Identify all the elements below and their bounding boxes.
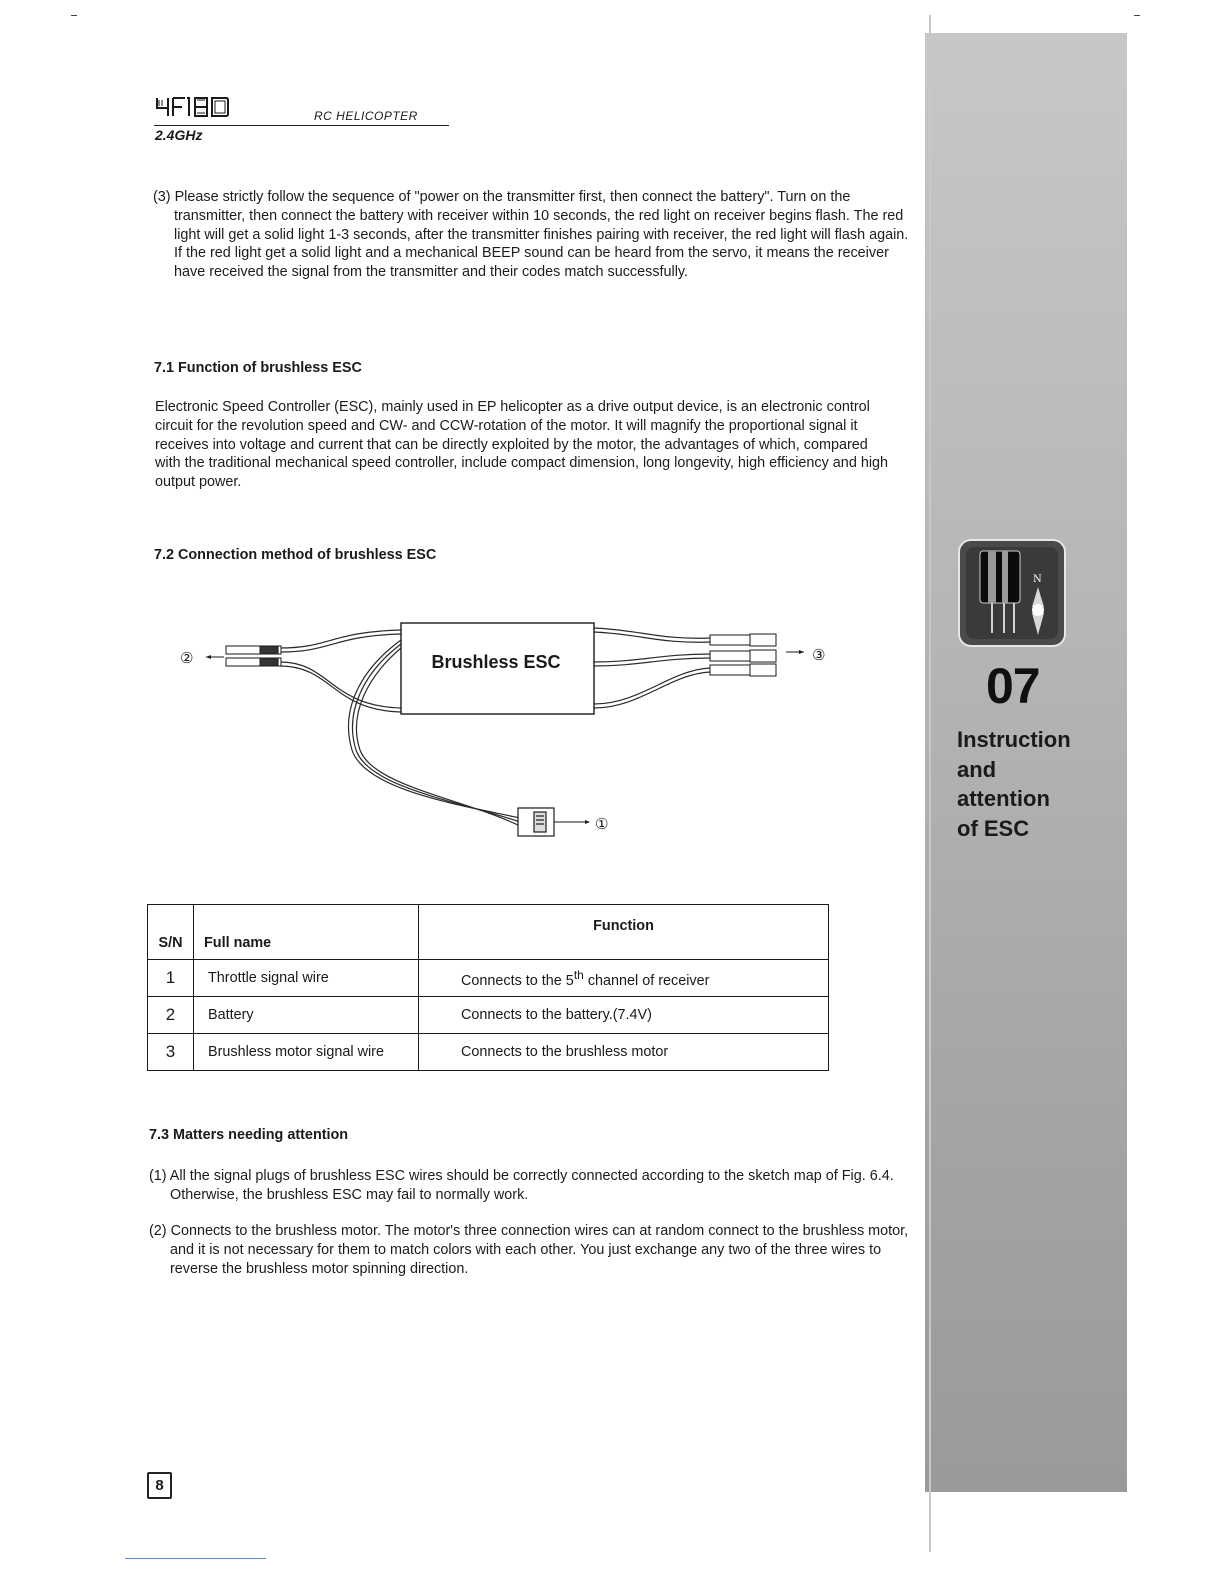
chapter-title-line: Instruction (957, 727, 1071, 752)
throttle-connector (518, 808, 554, 836)
logo-band-text: 2.4GHz (155, 127, 203, 143)
section-71-paragraph: Electronic Speed Controller (ESC), mainly used in EP helicopter as a drive output device, is an electronic control circuit for the revolution speed and CW- and CCW-rotation of the motor. It will magnify the proportional signal it receives into voltage and current that can be directly exploited by the motor, the advantages of which, compared with the traditional mechanical speed controller, include compact dimension, long longevity, high efficiency and high output power. (155, 399, 889, 491)
table-row (148, 997, 829, 1034)
function-text: channel of receiver (583, 972, 710, 989)
table-cell-name: Brushless motor signal wire (194, 1034, 419, 1071)
battery-wire (280, 634, 401, 652)
motor-wire (594, 632, 710, 642)
attention-item: (2) Connects to the brushless motor. The motor's three connection wires can at random connect to the brushless motor, and it is not necessary for them to match colors with each other. You just exchange any two of the three wires to reverse the brushless motor spinning direction. (149, 1223, 909, 1277)
chapter-number: 07 (986, 658, 1040, 714)
battery-wire (280, 662, 401, 708)
callout-3: ③ (812, 646, 826, 664)
table-header-name: Full name (194, 905, 419, 960)
page-number: 8 (147, 1472, 172, 1499)
table-cell-function: Connects to the brushless motor (419, 1034, 829, 1071)
callout-2: ② (180, 649, 194, 667)
sidebar-rule (929, 15, 931, 1552)
crop-mark (71, 15, 77, 16)
chapter-title-line: of ESC (957, 815, 1030, 841)
table-header-function: Function (419, 905, 829, 960)
table-header-row (148, 905, 829, 960)
header-rule (154, 125, 449, 126)
esc-wire-table (147, 904, 829, 1071)
esc-icon (980, 551, 1020, 603)
table-header-sn: S/N (148, 905, 194, 960)
chapter-title (957, 725, 1117, 843)
battery-wire (280, 630, 401, 648)
table-cell-sn: 2 (148, 997, 194, 1034)
function-superscript: th (573, 967, 584, 982)
callout-1: ① (595, 815, 609, 833)
table-cell-sn: 1 (148, 960, 194, 997)
brand-logo (154, 94, 254, 151)
section-73-heading: 7.3 Matters needing attention (149, 1127, 349, 1143)
compass-letter: N (1033, 574, 1042, 585)
header-subtitle: RC HELICOPTER (314, 109, 418, 123)
battery-connector (226, 646, 281, 666)
motor-wire (594, 668, 710, 704)
esc-label: Brushless ESC (431, 652, 561, 672)
logo-wordmark (157, 98, 228, 116)
crop-mark (1134, 15, 1140, 16)
function-text: Connects to the 5 (461, 972, 574, 989)
table-cell-sn: 3 (148, 1034, 194, 1071)
table-row (148, 1034, 829, 1071)
table-cell-name: Battery (194, 997, 419, 1034)
section-71-heading: 7.1 Function of brushless ESC (154, 360, 362, 376)
chapter-icon (958, 539, 1068, 654)
table-cell-name: Throttle signal wire (194, 960, 419, 997)
intro-paragraph: (3) Please strictly follow the sequence of "power on the transmitter first, then connect the battery". Turn on the transmitter, then connect the battery with receiver within 10 seconds, the red light on receiver begins flash. The red light will get a solid light 1-3 seconds, after the transmitter finishes pairing with receiver, the red light will flash again. If the red light get a solid light and a mechanical BEEP sound can be heard from the servo, it means the receiver have received the signal from the transmitter and their codes match successfully. (153, 189, 909, 281)
table-cell-function (419, 960, 829, 997)
chapter-title-line: and (957, 756, 997, 782)
table-row (148, 960, 829, 997)
attention-item: (1) All the signal plugs of brushless ESC wires should be correctly connected according to the sketch map of Fig. 6.4. Otherwise, the brushless ESC may fail to normally work. (149, 1168, 894, 1203)
esc-wiring-diagram (160, 600, 850, 855)
footer-rule (125, 1558, 266, 1559)
section-72-heading: 7.2 Connection method of brushless ESC (154, 547, 437, 563)
table-cell-function: Connects to the battery.(7.4V) (419, 997, 829, 1034)
chapter-title-line: attention (957, 786, 1050, 811)
motor-connectors (710, 634, 776, 676)
